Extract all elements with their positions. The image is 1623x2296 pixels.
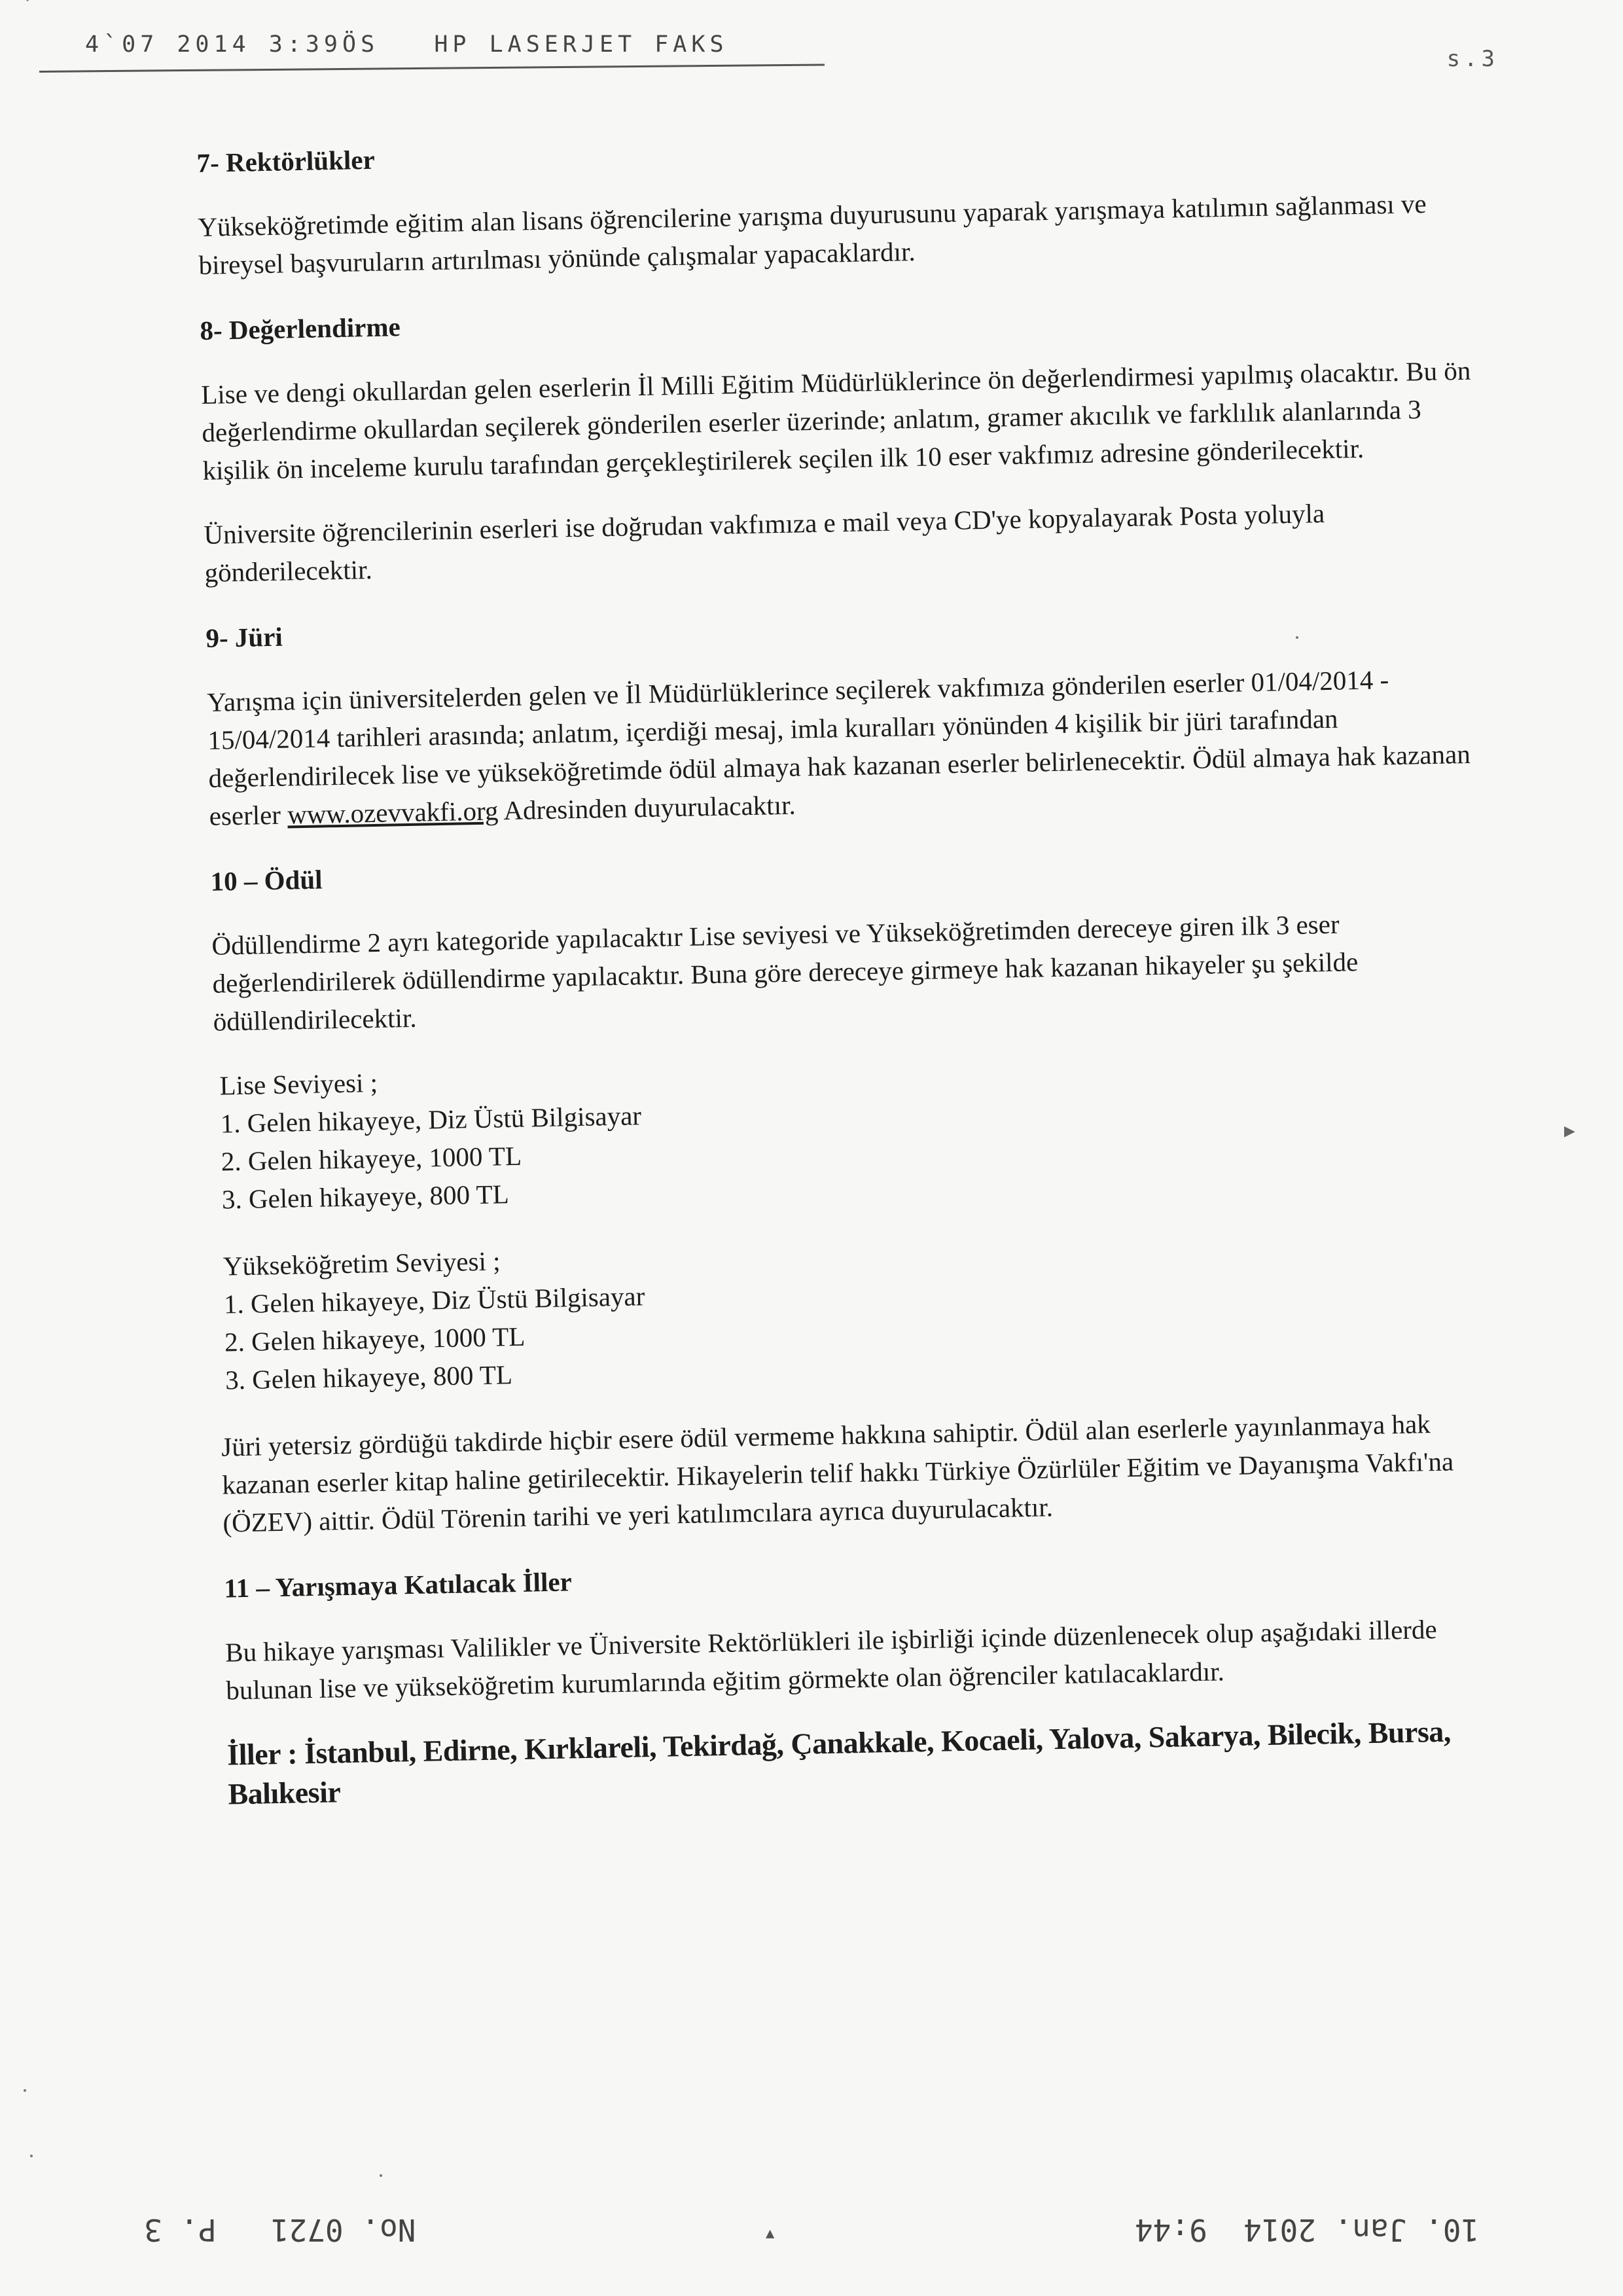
fax-header-text: 4`07 2014 3:39ÖS HP LASERJET FAKS xyxy=(85,31,728,58)
scan-speck xyxy=(1296,636,1298,639)
juri-text-end: Adresinden duyurulacaktır. xyxy=(497,789,796,826)
prize-list-item: 1. Gelen hikayeye, Diz Üstü Bilgisayar xyxy=(220,1100,642,1139)
section-paragraph: Jüri yetersiz gördüğü takdirde hiçbir esere ödül vermeme hakkına sahiptir. Ödül alan eserlerle yayınlanmaya hak kazanan eserler kitap haline getirilecektir. Hikayelerin telif hakkı Türkiye Özürlüler Eğitim ve Dayanışma Vakfı'na (ÖZEV) aittir. Ödül Törenin tarihi ve yeri katılımcılara ayrıca duyurulacaktır. xyxy=(221,1408,1454,1538)
scan-corner-mark xyxy=(26,0,84,3)
fax-footer-mark: ▲ xyxy=(766,2225,775,2242)
website-link[interactable]: www.ozevvakfi.org xyxy=(287,795,499,830)
section-degerlendirme xyxy=(200,287,1488,592)
section-rektorlukler xyxy=(196,119,1482,284)
fax-footer xyxy=(0,2212,1623,2265)
fax-footer-timestamp: 10. Jan. 2014 9:44 xyxy=(1134,2212,1479,2248)
prize-list-title: Yükseköğretim Seviyesi ; xyxy=(223,1246,501,1282)
juri-text: Yarışma için üniversitelerden gelen ve İl Müdürlüklerince seçilerek vakfımıza gönderilen eserler 01/04/2014 - 15/04/2014 tarihleri arasında; anlatım, içerdiği mesaj, imla kuralları yönünden 4 kişilik bir jüri tarafından değerlendirilecek lise ve yükseköğretimde ödül almaya hak kazanan eserler belirlenecektir. Ödül almaya hak kazanan eserler xyxy=(206,664,1471,831)
prize-list-item: 1. Gelen hikayeye, Diz Üstü Bilgisayar xyxy=(223,1281,645,1319)
scan-speck xyxy=(30,2155,33,2157)
fax-header-rule xyxy=(39,64,825,73)
prize-list-title: Lise Seviyesi ; xyxy=(219,1067,378,1101)
section-paragraph xyxy=(207,658,1492,835)
side-arrow-mark: ▶ xyxy=(1564,1122,1575,1139)
section-heading: 8- Değerlendirme xyxy=(200,312,401,346)
section-odul xyxy=(210,838,1506,1541)
fax-footer-page-number: No. 0721 P. 3 xyxy=(144,2212,416,2248)
section-iller xyxy=(224,1545,1511,1814)
prize-list-item: 3. Gelen hikayeye, 800 TL xyxy=(221,1179,510,1215)
fax-page-label: s.3 xyxy=(1446,46,1499,72)
prize-list-yuksekogretim xyxy=(223,1223,1503,1399)
prize-list-item: 3. Gelen hikayeye, 800 TL xyxy=(224,1359,513,1395)
section-heading: 10 – Ödül xyxy=(210,864,323,897)
prize-list-item: 2. Gelen hikayeye, 1000 TL xyxy=(224,1321,526,1357)
document-body xyxy=(196,119,1511,1841)
prize-list-lise xyxy=(219,1042,1499,1218)
section-heading: 11 – Yarışmaya Katılacak İller xyxy=(223,1566,573,1604)
section-paragraph: Ödüllendirme 2 ayrı kategoride yapılacaktır Lise seviyesi ve Yükseköğretimden dereceye giren ilk 3 eser değerlendirilerek ödüllendirme yapılacaktır. Buna göre dereceye girmeye hak kazanan hikayeler şu şekilde ödüllendirilecektir. xyxy=(211,908,1359,1037)
section-paragraph: Bu hikaye yarışması Valilikler ve Üniversite Rektörlükleri ile işbirliği içinde düzenlenecek olup aşağıdaki illerde bulunan lise ve yükseköğretim kurumlarında eğitim görmekte olan öğrenciler katılacaklardır. xyxy=(224,1614,1438,1706)
scan-speck xyxy=(24,2089,26,2092)
section-paragraph: Yükseköğretimde eğitim alan lisans öğrencilerine yarışma duyurusunu yaparak yarışmaya katılımın sağlanması ve bireysel başvuruların artırılması yönünde çalışmalar yapacaklardır. xyxy=(197,188,1427,280)
province-list: İller : İstanbul, Edirne, Kırklareli, Tekirdağ, Çanakkale, Kocaeli, Yalova, Sakarya, Bilecik, Bursa, Balıkesir xyxy=(226,1714,1452,1811)
section-heading: 7- Rektörlükler xyxy=(196,144,376,178)
section-paragraph: Üniversite öğrencilerinin eserleri ise doğrudan vakfımıza e mail veya CD'ye kopyalayarak Posta yoluyla gönderilecektir. xyxy=(204,498,1325,588)
section-heading: 9- Jüri xyxy=(205,621,283,653)
section-paragraph: Lise ve dengi okullardan gelen eserlerin İl Milli Eğitim Müdürlüklerince ön değerlendirmesi yapılmış olacaktır. Bu ön değerlendirme okullardan seçilerek gönderilen eserler üzerinde; anlatım, gramer akıcılık ve farklılık alanlarında 3 kişilik ön inceleme kurulu tarafından gerçekleştirilerek seçilen ilk 10 eser vakfımız adresine gönderilecektir. xyxy=(200,355,1471,486)
section-juri xyxy=(205,594,1492,835)
scan-speck xyxy=(380,2174,382,2177)
prize-list-item: 2. Gelen hikayeye, 1000 TL xyxy=(221,1140,522,1177)
